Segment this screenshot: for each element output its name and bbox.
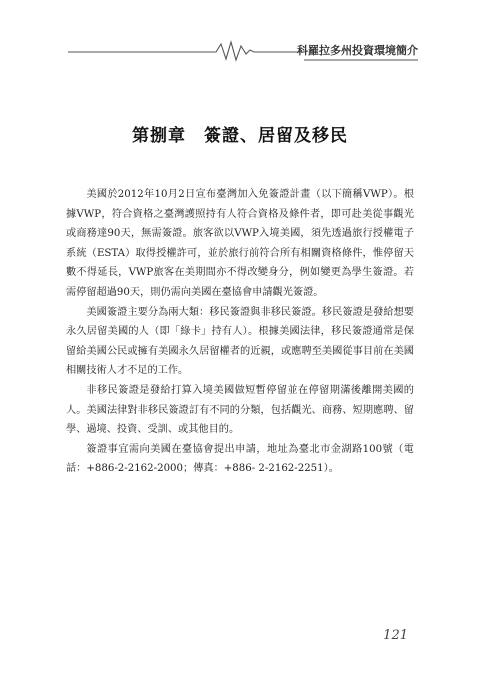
chapter-title: 第捌章 簽證、居留及移民 [132,126,348,146]
paragraph-contact: 簽證事宜需向美國在臺協會提出申請，地址為臺北市金湖路100號（電話：+886-2-2162-2000；傳真：+886- 2-2162-2251）。 [66,443,414,475]
running-header [68,40,418,62]
paragraph-visa-types: 美國簽證主要分為兩大類：移民簽證與非移民簽證。移民簽證是發給想要永久居留美國的人（即「綠卡」持有人）。根據美國法律，移民簽證通常是保留給美國公民或擁有美國永久居留權者的近親，或應聘至美國從事目前在美國相關技術人才不足的工作。 [66,306,414,377]
paragraph-nonimmigrant: 非移民簽證是發給打算入境美國做短暫停留並在停留期滿後離開美國的人。美國法律對非移民簽證訂有不同的分類，包括觀光、商務、短期應聘、留學、過境、投資、受訓、或其他目的。 [66,384,414,436]
body-text [66,185,414,479]
page-number: 121 [383,628,408,643]
header-title: 科羅拉多州投資環境簡介 [297,44,418,57]
paragraph-intro: 美國於2012年10月2日宣布臺灣加入免簽證計畫（以下簡稱VWP）。根據VWP，符合資格之臺灣護照持有人符合資格及條件者，即可赴美從事觀光或商務達90天，無需簽證。旅客欲以VWP入境美國，須先透過旅行授權電子系統（ESTA）取得授權許可，並於旅行前符合所有相關資格條件，惟停留天數不得延長，VWP旅客在美期間亦不得改變身分，例如變更為學生簽證。若需停留超過90天，則仍需向美國在臺協會申請觀光簽證。 [66,189,414,298]
